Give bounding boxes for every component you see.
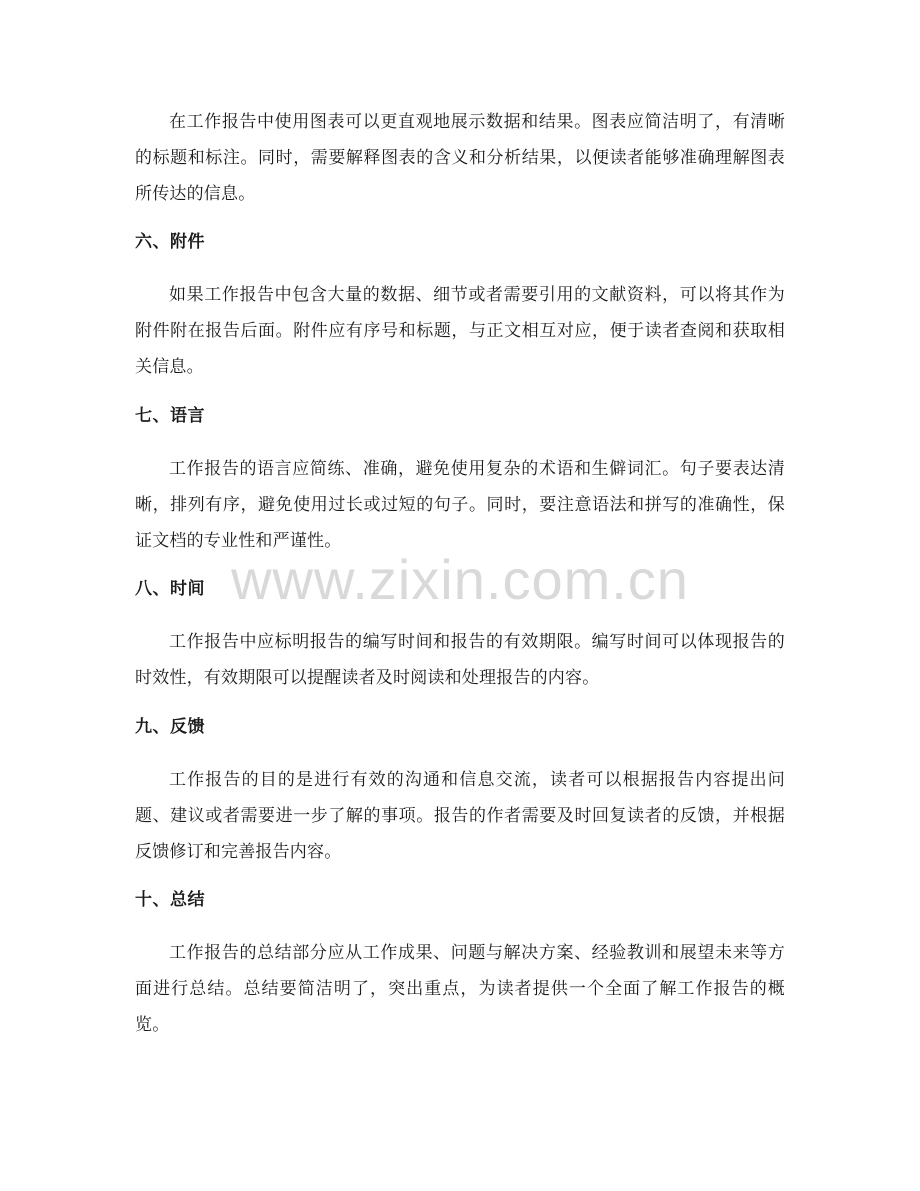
section-body-time: 工作报告中应标明报告的编写时间和报告的有效期限。编写时间可以体现报告的时效性，有效期限可以提醒读者及时阅读和处理报告的内容。 — [135, 632, 785, 688]
section-body-language: 工作报告的语言应简练、准确，避免使用复杂的术语和生僻词汇。句子要表达清晰，排列有序，避免使用过长或过短的句子。同时，要注意语法和拼写的准确性，保证文档的专业性和严谨性。 — [135, 459, 785, 551]
section-heading-summary: 十、总结 — [135, 890, 205, 910]
section-heading-language: 七、语言 — [135, 406, 205, 426]
section-heading-feedback: 九、反馈 — [135, 717, 205, 737]
section-heading-time: 八、时间 — [135, 579, 205, 599]
section-body-attachments: 如果工作报告中包含大量的数据、细节或者需要引用的文献资料，可以将其作为附件附在报告后面。附件应有序号和标题，与正文相互对应，便于读者查阅和获取相关信息。 — [135, 285, 785, 377]
watermark: www.zixin.com.cn — [231, 548, 689, 611]
section-body-summary: 工作报告的总结部分应从工作成果、问题与解决方案、经验教训和展望未来等方面进行总结。总结要简洁明了，突出重点，为读者提供一个全面了解工作报告的概览。 — [135, 943, 785, 1035]
section-heading-attachments: 六、附件 — [135, 232, 205, 252]
intro-paragraph: 在工作报告中使用图表可以更直观地展示数据和结果。图表应简洁明了，有清晰的标题和标注。同时，需要解释图表的含义和分析结果，以便读者能够准确理解图表所传达的信息。 — [135, 112, 785, 204]
section-body-feedback: 工作报告的目的是进行有效的沟通和信息交流，读者可以根据报告内容提出问题、建议或者需要进一步了解的事项。报告的作者需要及时回复读者的反馈，并根据反馈修订和完善报告内容。 — [135, 770, 785, 862]
